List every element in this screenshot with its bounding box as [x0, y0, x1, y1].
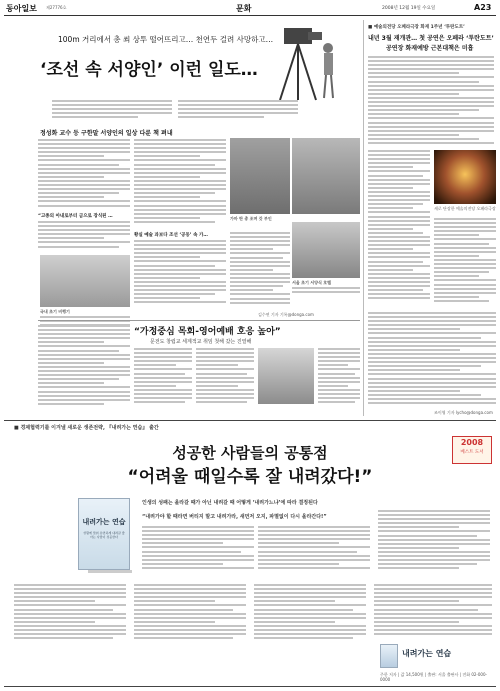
lower-body-col-1 [38, 325, 130, 411]
ad-bottom-book [380, 644, 398, 668]
photo-sedan-chair [230, 138, 290, 214]
main-body-col-4 [230, 232, 290, 308]
main-byline: 김수연 기자 기록@donga.com [258, 312, 314, 317]
ad-body-col-1 [142, 526, 254, 574]
ad-lower-col-4 [374, 584, 492, 642]
photo-caption-sedan-title: 가마 탄 총 조며 갓 부인 [230, 216, 272, 221]
ad-body-col-2 [258, 526, 370, 574]
main-body-col-2 [134, 139, 226, 229]
photo-caption-hotel-title: 서울 초기 서양식 호텔 [292, 280, 331, 285]
lower-body-col-3 [196, 348, 254, 410]
photo-sedan-chair-2 [292, 138, 360, 214]
photo-pastor-couple [258, 348, 314, 404]
main-body-col-1 [38, 139, 130, 211]
issue-date: 2008년 12월 19일 수요일 [382, 6, 436, 11]
photo-western-hotel [292, 222, 360, 278]
right-body-col-1 [368, 150, 430, 308]
ad-headline-2: “어려울 때일수록 잘 내려갔다!” [127, 467, 373, 487]
badge-text: 베스트 도서 [460, 450, 484, 455]
main-body-col-3 [134, 240, 226, 308]
ad-lower-col-3 [254, 584, 366, 644]
book-cover-subtitle: 상황에 맞춰 유연하게 내려갈 줄 아는 사람이 성공한다 [83, 531, 125, 539]
main-headline: ‘조선 속 서양인’ 이런 일도… [40, 60, 258, 80]
photo-caption-airplane [40, 309, 130, 314]
right-byline: 조이영 기자 lycho@donga.com [434, 410, 493, 415]
photo-caption-hotel [292, 280, 360, 285]
ad-bottom-info: 주한 저자 | 값 14,500원 | 출판: 서울 출판사 | 전화 02-000-0000 [380, 672, 487, 682]
column-divider-left [363, 20, 364, 416]
lower-subhead: 문전도 창립교 세계적교 취임 첫해 갔는 진열해 [150, 339, 252, 345]
right-body-col-2 [434, 218, 496, 308]
ad-lower-col-1 [14, 584, 126, 644]
ad-bottom-title: 내려가는 연습 [402, 649, 452, 658]
ad-body-heading-2: “내려가야 할 때라면 버티지 말고 내려가라, 새먼저 오지, 파멸없이 다시 올라간다!” [142, 514, 327, 520]
main-intro-text-2 [178, 100, 298, 124]
ad-top-rule [4, 420, 496, 421]
photographer-illustration [270, 24, 340, 102]
main-subhead-2: “고종의 아내로부터 금으로 장식된 … [38, 214, 113, 219]
right-photo-caption: 새로 단장한 예술의전당 오페라극장 [434, 206, 496, 211]
main-body-col-1b [38, 221, 130, 251]
right-body-full [368, 56, 494, 148]
right-headline-1: 내년 3월 재개관… 첫 공연은 오페라 ‘투란도트’ [368, 35, 494, 42]
ad-body-col-3 [378, 510, 490, 574]
ad-tag: ■ 경제협력기를 이겨낼 새로운 생존전략, 『내려가는 연습』 출간 [14, 425, 159, 431]
book-cover-shadow [88, 570, 132, 573]
book-cover-title: 내려가는 연습 [82, 518, 126, 526]
issue-number: 제27776호 [46, 5, 67, 10]
photo-caption-hotel-text [292, 287, 360, 299]
photo-opera-stage [434, 150, 496, 204]
header-rule [4, 15, 496, 16]
bestseller-badge [452, 436, 492, 464]
right-kicker: ■ 예술의전당 오페라극장 화재 1주년 ‘투란도트’ [368, 25, 465, 30]
main-subhead: 정성화 교수 등 구한말 서양인의 일상 다룬 책 펴내 [40, 130, 173, 137]
ad-lower-col-2 [134, 584, 246, 644]
ad-body-heading: 인생의 성패는 올라갈 때가 아닌 내려갈 때 어떻게 ‘내려가느냐’에 따라 결정된다 [142, 500, 318, 506]
newspaper-logo: 동아일보 [6, 4, 37, 13]
photo-caption-airplane-title: 국내 초기 비행기 [40, 309, 70, 314]
main-intro-text [52, 100, 172, 124]
lower-body-col-2 [134, 348, 192, 410]
main-kicker: 100m 거리에서 총 쐬 상투 떨어뜨리고… 천연두 걸려 사망하고… [58, 35, 274, 44]
badge-year: 2008 [460, 438, 484, 447]
ad-headline-1: 성공한 사람들의 공통점 [172, 444, 328, 462]
lower-headline: “가정중심 목회-영어예배 호응 높아” [134, 327, 281, 337]
right-body-lower [368, 312, 496, 408]
right-headline-2: 공연장 화재예방 근본대책은 미흡 [386, 45, 474, 52]
section-title: 문화 [236, 4, 252, 13]
lower-story-rule [38, 320, 360, 321]
photo-caption-sedan [230, 216, 360, 221]
lower-body-col-4 [318, 348, 360, 410]
ad-bottom-rule [4, 686, 496, 687]
page-number: A23 [474, 3, 492, 12]
book-cover [78, 498, 130, 570]
photo-early-airplane [40, 255, 130, 307]
main-subhead-3: 황실 예술 과보다 조선 ‘공동’ 속 가… [134, 233, 208, 238]
